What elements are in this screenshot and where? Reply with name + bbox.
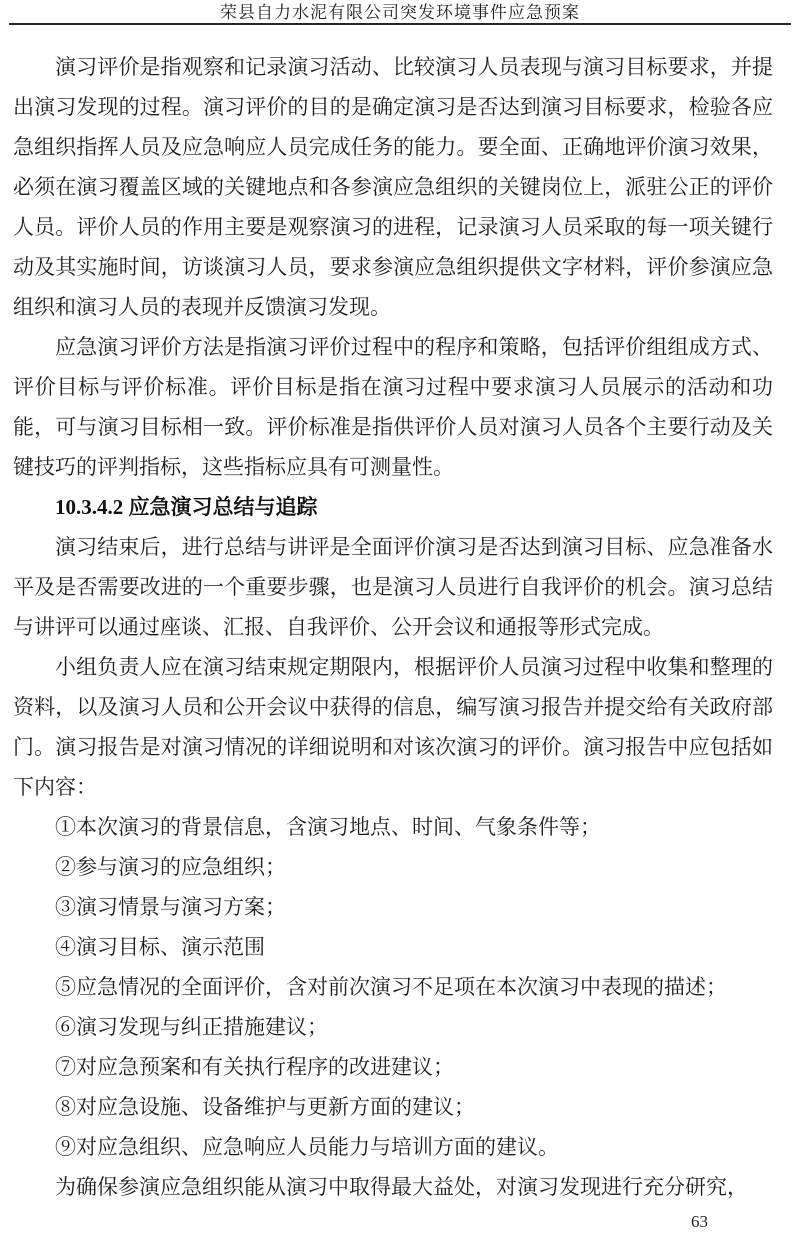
list-item-5: ⑤应急情况的全面评价，含对前次演习不足项在本次演习中表现的描述； [55,975,727,999]
list-item-3: ③演习情景与演习方案； [55,895,286,919]
list-item-1: ①本次演习的背景信息，含演习地点、时间、气象条件等； [55,815,601,839]
list-item-7: ⑦对应急预案和有关执行程序的改进建议； [55,1055,454,1079]
list-item-8: ⑧对应急设施、设备维护与更新方面的建议； [55,1095,475,1119]
list-item-2: ②参与演习的应急组织； [55,855,286,879]
header-title: 荣县自力水泥有限公司突发环境事件应急预案 [220,3,580,22]
paragraph-exercise-evaluation: 演习评价是指观察和记录演习活动、比较演习人员表现与演习目标要求，并提出演习发现的过程。演习评价的目的是确定演习是否达到演习目标要求，检验各应急组织指挥人员及应急响应人员完成任务的能力。要全面、正确地评价演习效果，必须在演习覆盖区域的关键地点和各参演应急组织的关键岗位上，派驻公正的评价人员。评价人员的作用主要是观察演习的进程，记录演习人员采取的每一项关键行动及其实施时间，访谈演习人员，要求参演应急组织提供文字材料，评价参演应急组织和演习人员的表现并反馈演习发现。 [13,55,773,319]
paragraph-summary-review: 演习结束后，进行总结与讲评是全面评价演习是否达到演习目标、应急准备水平及是否需要改进的一个重要步骤，也是演习人员进行自我评价的机会。演习总结与讲评可以通过座谈、汇报、自我评价、公开会议和通报等形式完成。 [13,535,773,639]
section-heading-10-3-4-2: 10.3.4.2 应急演习总结与追踪 [55,495,318,519]
report-content-list [13,807,773,1167]
list-item-4: ④演习目标、演示范围 [55,935,265,959]
page-header [9,0,791,25]
paragraph-report-writing: 小组负责人应在演习结束规定期限内，根据评价人员演习过程中收集和整理的资料，以及演习人员和公开会议中获得的信息，编写演习报告并提交给有关政府部门。演习报告是对演习情况的详细说明和对该次演习的评价。演习报告中应包括如下内容： [13,655,773,799]
paragraph-evaluation-method: 应急演习评价方法是指演习评价过程中的程序和策略，包括评价组组成方式、评价目标与评价标准。评价目标是指在演习过程中要求演习人员展示的活动和功能，可与演习目标相一致。评价标准是指供评价人员对演习人员各个主要行动及关键技巧的评判指标，这些指标应具有可测量性。 [13,335,773,479]
paragraph-ensure-benefit: 为确保参演应急组织能从演习中取得最大益处，对演习发现进行充分研究， [55,1175,748,1199]
page-number: 63 [691,1212,708,1231]
page-body [0,25,800,1207]
list-item-9: ⑨对应急组织、应急响应人员能力与培训方面的建议。 [55,1135,559,1159]
list-item-6: ⑥演习发现与纠正措施建议； [55,1015,328,1039]
